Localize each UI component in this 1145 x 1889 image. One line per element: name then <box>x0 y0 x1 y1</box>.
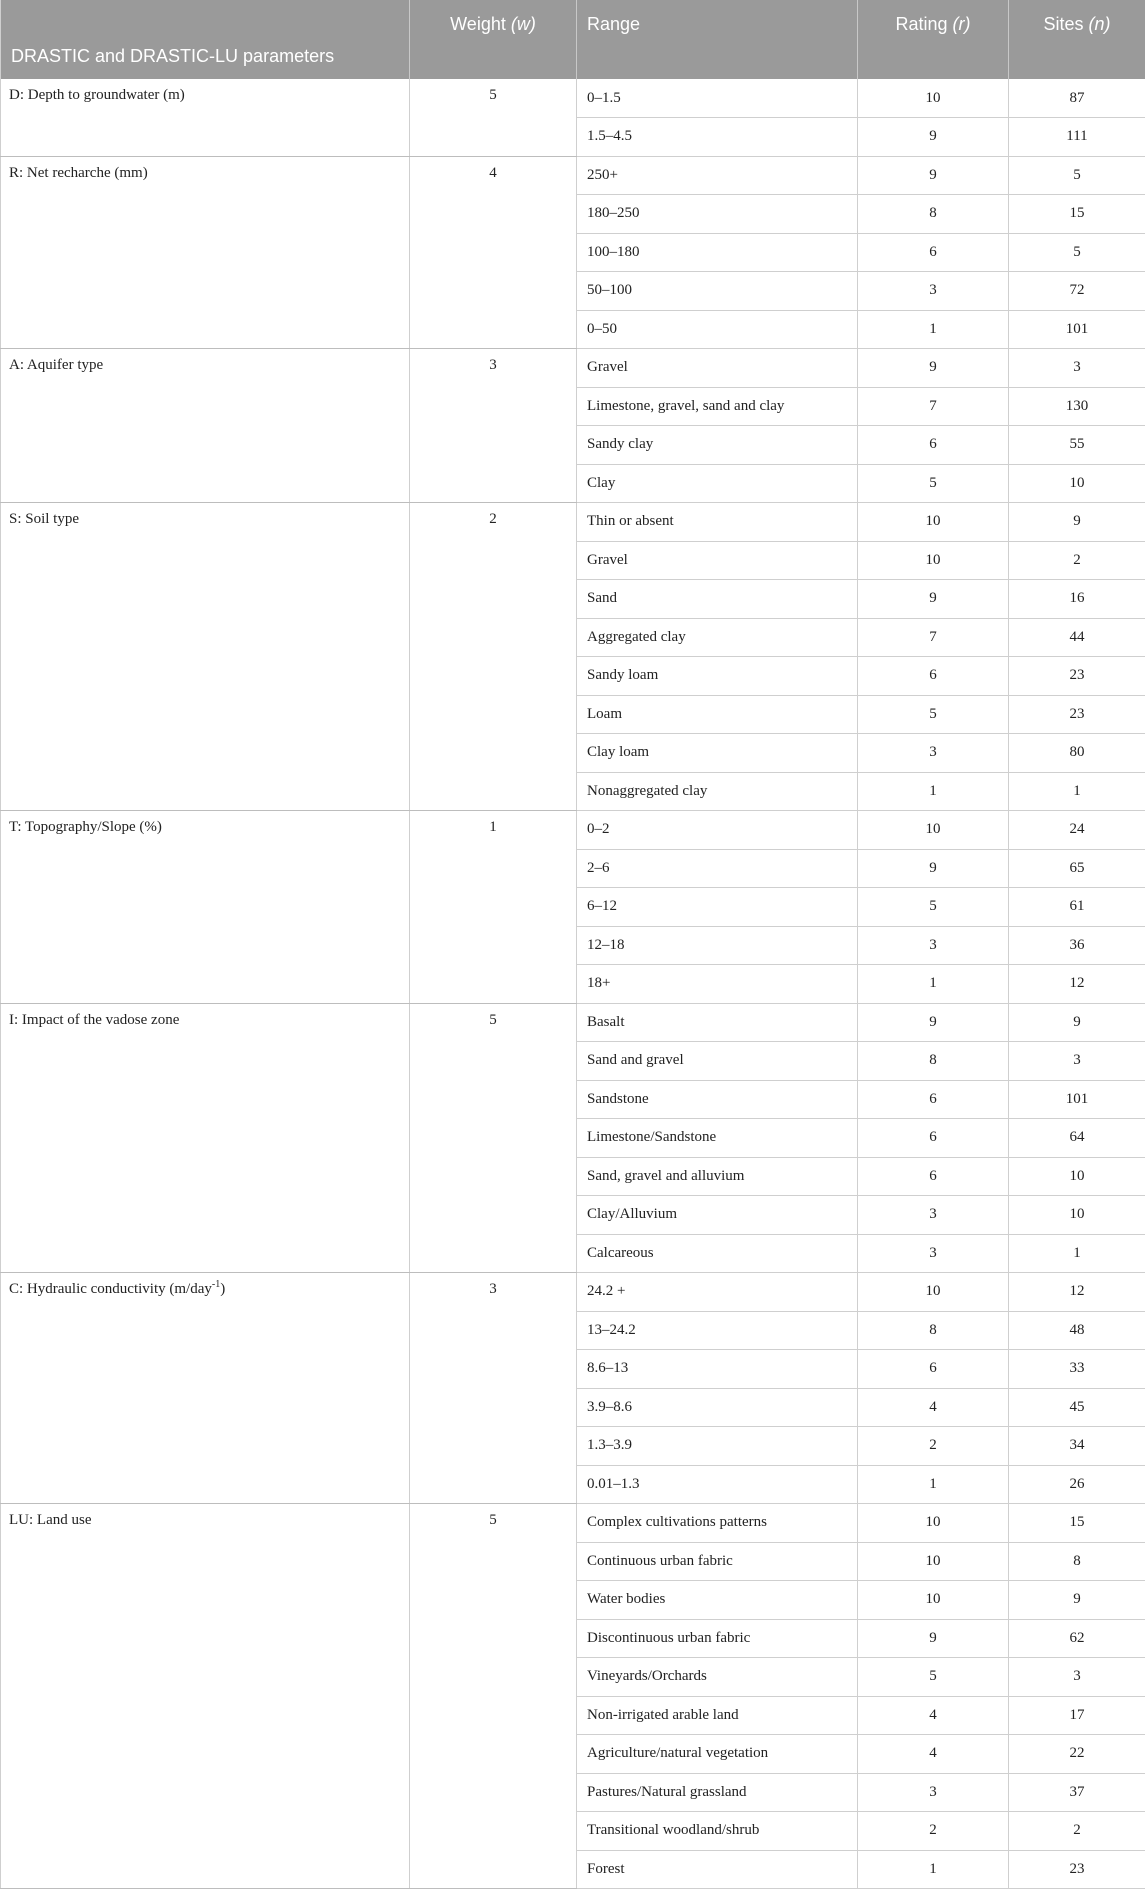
table-header <box>1 0 1145 79</box>
range-cell: Continuous urban fabric <box>577 1542 858 1581</box>
rating-cell: 8 <box>858 1042 1009 1081</box>
range-cell: 24.2 + <box>577 1273 858 1312</box>
rating-cell: 6 <box>858 233 1009 272</box>
rating-cell: 3 <box>858 1234 1009 1273</box>
range-cell: Water bodies <box>577 1581 858 1620</box>
rating-cell: 10 <box>858 503 1009 542</box>
range-cell: Calcareous <box>577 1234 858 1273</box>
parameter-cell <box>1 349 410 503</box>
table-row <box>1 1273 1145 1312</box>
table-row <box>1 503 1145 542</box>
range-cell: Non-irrigated arable land <box>577 1696 858 1735</box>
sites-cell: 62 <box>1009 1619 1145 1658</box>
rating-cell: 1 <box>858 1850 1009 1889</box>
rating-cell: 6 <box>858 1080 1009 1119</box>
parameter-label: R: Net recharche (mm) <box>9 164 148 181</box>
range-cell: 8.6–13 <box>577 1350 858 1389</box>
range-cell: 250+ <box>577 156 858 195</box>
sites-cell: 101 <box>1009 1080 1145 1119</box>
range-cell: Clay loam <box>577 734 858 773</box>
range-cell: Aggregated clay <box>577 618 858 657</box>
sites-cell: 9 <box>1009 1581 1145 1620</box>
sites-cell: 10 <box>1009 1196 1145 1235</box>
range-cell: 12–18 <box>577 926 858 965</box>
rating-cell: 5 <box>858 888 1009 927</box>
weight-cell: 2 <box>410 503 577 811</box>
sites-cell: 26 <box>1009 1465 1145 1504</box>
sites-cell: 34 <box>1009 1427 1145 1466</box>
rating-cell: 9 <box>858 156 1009 195</box>
rating-cell: 9 <box>858 1003 1009 1042</box>
sites-cell: 45 <box>1009 1388 1145 1427</box>
range-cell: 1.5–4.5 <box>577 118 858 157</box>
range-cell: Transitional woodland/shrub <box>577 1812 858 1851</box>
range-cell: Complex cultivations patterns <box>577 1504 858 1543</box>
rating-cell: 9 <box>858 580 1009 619</box>
sites-cell: 101 <box>1009 310 1145 349</box>
range-cell: Gravel <box>577 349 858 388</box>
sites-cell: 17 <box>1009 1696 1145 1735</box>
rating-cell: 9 <box>858 1619 1009 1658</box>
sites-cell: 24 <box>1009 811 1145 850</box>
sites-cell: 15 <box>1009 195 1145 234</box>
range-cell: Sand, gravel and alluvium <box>577 1157 858 1196</box>
range-cell: Clay <box>577 464 858 503</box>
weight-cell: 3 <box>410 349 577 503</box>
header-range: Range <box>577 0 858 79</box>
rating-cell: 3 <box>858 272 1009 311</box>
rating-cell: 6 <box>858 426 1009 465</box>
range-cell: 1.3–3.9 <box>577 1427 858 1466</box>
rating-cell: 4 <box>858 1696 1009 1735</box>
weight-cell: 5 <box>410 1504 577 1889</box>
rating-cell: 9 <box>858 349 1009 388</box>
sites-cell: 3 <box>1009 349 1145 388</box>
rating-cell: 10 <box>858 1581 1009 1620</box>
sites-cell: 15 <box>1009 1504 1145 1543</box>
range-cell: Thin or absent <box>577 503 858 542</box>
sites-cell: 1 <box>1009 772 1145 811</box>
sites-cell: 87 <box>1009 79 1145 118</box>
rating-cell: 6 <box>858 657 1009 696</box>
sites-cell: 80 <box>1009 734 1145 773</box>
rating-cell: 5 <box>858 464 1009 503</box>
weight-cell: 1 <box>410 811 577 1004</box>
sites-cell: 12 <box>1009 1273 1145 1312</box>
range-cell: Sandstone <box>577 1080 858 1119</box>
rating-cell: 3 <box>858 734 1009 773</box>
sites-cell: 2 <box>1009 541 1145 580</box>
range-cell: Sandy loam <box>577 657 858 696</box>
sites-cell: 23 <box>1009 695 1145 734</box>
parameter-label: D: Depth to groundwater (m) <box>9 87 185 103</box>
rating-cell: 9 <box>858 118 1009 157</box>
rating-cell: 8 <box>858 195 1009 234</box>
sites-cell: 55 <box>1009 426 1145 465</box>
rating-cell: 2 <box>858 1427 1009 1466</box>
sites-cell: 64 <box>1009 1119 1145 1158</box>
parameter-label: S: Soil type <box>9 511 80 527</box>
range-cell: Sand and gravel <box>577 1042 858 1081</box>
rating-cell: 6 <box>858 1119 1009 1158</box>
range-cell: Basalt <box>577 1003 858 1042</box>
sites-cell: 23 <box>1009 657 1145 696</box>
sites-cell: 5 <box>1009 233 1145 272</box>
range-cell: 100–180 <box>577 233 858 272</box>
sites-cell: 65 <box>1009 849 1145 888</box>
sites-cell: 3 <box>1009 1658 1145 1697</box>
sites-cell: 9 <box>1009 1003 1145 1042</box>
range-cell: Forest <box>577 1850 858 1889</box>
rating-cell: 1 <box>858 1465 1009 1504</box>
rating-cell: 5 <box>858 1658 1009 1697</box>
rating-cell: 5 <box>858 695 1009 734</box>
range-cell: Discontinuous urban fabric <box>577 1619 858 1658</box>
range-cell: 50–100 <box>577 272 858 311</box>
rating-cell: 4 <box>858 1735 1009 1774</box>
range-cell: Limestone/Sandstone <box>577 1119 858 1158</box>
table-row <box>1 1504 1145 1543</box>
weight-cell: 4 <box>410 156 577 349</box>
range-cell: 0–1.5 <box>577 79 858 118</box>
range-cell: 3.9–8.6 <box>577 1388 858 1427</box>
parameter-cell <box>1 1273 410 1504</box>
rating-cell: 3 <box>858 1196 1009 1235</box>
sites-cell: 23 <box>1009 1850 1145 1889</box>
parameter-label: C: Hydraulic conductivity (m/day <box>9 1281 212 1297</box>
header-rating-symbol: (r) <box>952 14 971 34</box>
parameter-superscript: -1 <box>211 1279 221 1290</box>
header-rating <box>858 0 1009 79</box>
sites-cell: 1 <box>1009 1234 1145 1273</box>
sites-cell: 10 <box>1009 464 1145 503</box>
rating-cell: 7 <box>858 387 1009 426</box>
rating-cell: 9 <box>858 849 1009 888</box>
range-cell: 180–250 <box>577 195 858 234</box>
range-cell: 0.01–1.3 <box>577 1465 858 1504</box>
range-cell: Loam <box>577 695 858 734</box>
parameter-cell <box>1 1504 410 1889</box>
table-row <box>1 349 1145 388</box>
parameter-cell <box>1 79 410 156</box>
header-weight <box>410 0 577 79</box>
rating-cell: 10 <box>858 811 1009 850</box>
rating-cell: 3 <box>858 1773 1009 1812</box>
parameter-label: I: Impact of the vadose zone <box>9 1011 180 1028</box>
rating-cell: 10 <box>858 79 1009 118</box>
range-cell: 6–12 <box>577 888 858 927</box>
parameter-label: A: Aquifer type <box>9 357 104 373</box>
range-cell: 2–6 <box>577 849 858 888</box>
rating-cell: 6 <box>858 1157 1009 1196</box>
sites-cell: 61 <box>1009 888 1145 927</box>
range-cell: Gravel <box>577 541 858 580</box>
header-sites <box>1009 0 1145 79</box>
rating-cell: 1 <box>858 772 1009 811</box>
sites-cell: 16 <box>1009 580 1145 619</box>
range-cell: Limestone, gravel, sand and clay <box>577 387 858 426</box>
header-row <box>1 0 1145 79</box>
table-row <box>1 1003 1145 1042</box>
rating-cell: 7 <box>858 618 1009 657</box>
rating-cell: 4 <box>858 1388 1009 1427</box>
range-cell: Vineyards/Orchards <box>577 1658 858 1697</box>
rating-cell: 8 <box>858 1311 1009 1350</box>
sites-cell: 8 <box>1009 1542 1145 1581</box>
table-row <box>1 811 1145 850</box>
parameter-label: LU: Land use <box>9 1512 92 1528</box>
range-cell: Sandy clay <box>577 426 858 465</box>
parameter-cell <box>1 503 410 811</box>
table-row <box>1 156 1145 195</box>
table-row <box>1 79 1145 118</box>
sites-cell: 44 <box>1009 618 1145 657</box>
header-weight-label: Weight <box>450 14 506 34</box>
sites-cell: 9 <box>1009 503 1145 542</box>
parameter-cell <box>1 811 410 1004</box>
rating-cell: 6 <box>858 1350 1009 1389</box>
parameter-suffix: ) <box>220 1281 226 1297</box>
header-parameters: DRASTIC and DRASTIC-LU parameters <box>1 0 410 79</box>
header-rating-label: Rating <box>895 14 948 34</box>
weight-cell: 3 <box>410 1273 577 1504</box>
sites-cell: 2 <box>1009 1812 1145 1851</box>
sites-cell: 37 <box>1009 1773 1145 1812</box>
sites-cell: 3 <box>1009 1042 1145 1081</box>
range-cell: 0–2 <box>577 811 858 850</box>
weight-cell: 5 <box>410 1003 577 1273</box>
parameter-cell <box>1 156 410 349</box>
header-sites-symbol: (n) <box>1088 14 1111 34</box>
rating-cell: 1 <box>858 310 1009 349</box>
rating-cell: 10 <box>858 1542 1009 1581</box>
range-cell: 18+ <box>577 965 858 1004</box>
parameter-label: T: Topography/Slope (%) <box>9 819 162 835</box>
header-sites-label: Sites <box>1043 14 1084 34</box>
range-cell: Pastures/Natural grassland <box>577 1773 858 1812</box>
sites-cell: 5 <box>1009 156 1145 195</box>
range-cell: Agriculture/natural vegetation <box>577 1735 858 1774</box>
range-cell: Clay/Alluvium <box>577 1196 858 1235</box>
range-cell: Sand <box>577 580 858 619</box>
sites-cell: 12 <box>1009 965 1145 1004</box>
sites-cell: 36 <box>1009 926 1145 965</box>
range-cell: 0–50 <box>577 310 858 349</box>
rating-cell: 10 <box>858 1504 1009 1543</box>
sites-cell: 33 <box>1009 1350 1145 1389</box>
sites-cell: 130 <box>1009 387 1145 426</box>
rating-cell: 10 <box>858 541 1009 580</box>
weight-cell: 5 <box>410 79 577 156</box>
rating-cell: 1 <box>858 965 1009 1004</box>
sites-cell: 22 <box>1009 1735 1145 1774</box>
rating-cell: 3 <box>858 926 1009 965</box>
rating-cell: 2 <box>858 1812 1009 1851</box>
range-cell: 13–24.2 <box>577 1311 858 1350</box>
range-cell: Nonaggregated clay <box>577 772 858 811</box>
sites-cell: 10 <box>1009 1157 1145 1196</box>
sites-cell: 111 <box>1009 118 1145 157</box>
sites-cell: 48 <box>1009 1311 1145 1350</box>
table-body <box>1 79 1145 1889</box>
header-weight-symbol: (w) <box>510 14 536 34</box>
rating-cell: 10 <box>858 1273 1009 1312</box>
parameter-cell <box>1 1003 410 1273</box>
sites-cell: 72 <box>1009 272 1145 311</box>
